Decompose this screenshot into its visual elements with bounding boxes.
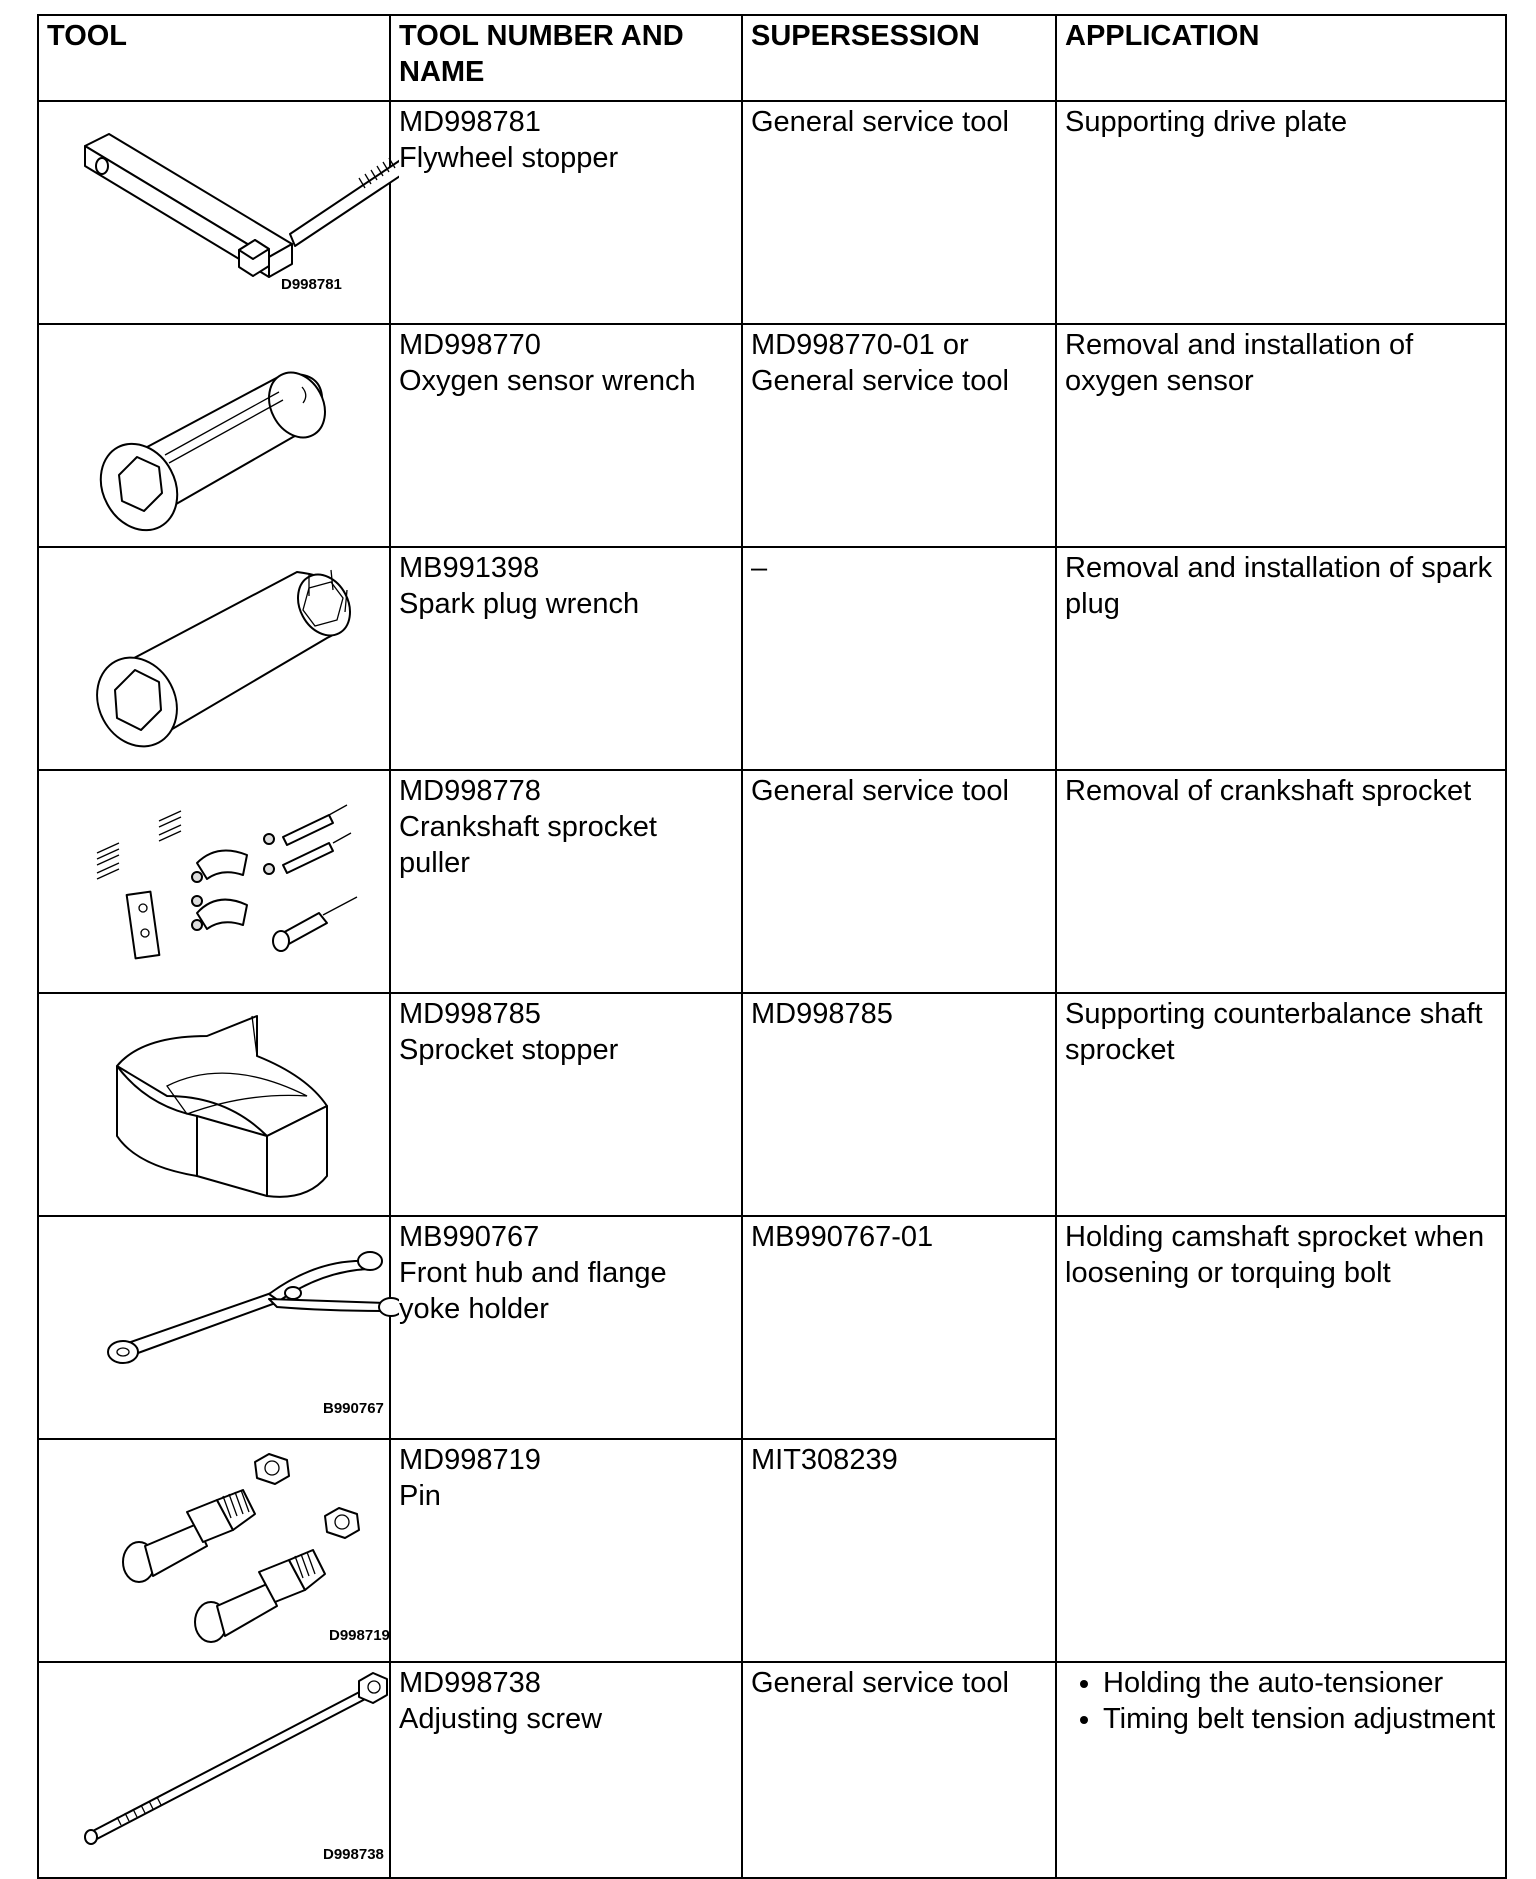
- oxygen-sensor-wrench-icon: [47, 327, 399, 546]
- tool-image-cell: [38, 1216, 390, 1439]
- tool-number: MD998781: [399, 106, 541, 138]
- tool-number-cell: [390, 547, 742, 770]
- table-row: [38, 1662, 1506, 1878]
- tool-name: Oxygen sensor wrench: [399, 365, 696, 397]
- table-row: [38, 324, 1506, 547]
- header-tool-number: TOOL NUMBER AND NAME: [390, 15, 742, 101]
- supersession-cell: General service tool: [742, 101, 1056, 324]
- table-row: [38, 547, 1506, 770]
- table-header-row: [38, 15, 1506, 101]
- image-code: D998781: [281, 276, 342, 293]
- supersession-cell: MIT308239: [742, 1439, 1056, 1662]
- tool-number: MD998778: [399, 775, 541, 807]
- application-cell: Removal of crankshaft sprocket: [1056, 770, 1506, 993]
- application-cell: Holding camshaft sprocket when loosening or torquing bolt: [1056, 1216, 1506, 1662]
- supersession-cell: –: [742, 547, 1056, 770]
- special-tools-table: [37, 14, 1507, 1879]
- tool-number-cell: [390, 993, 742, 1216]
- tool-number-cell: [390, 1662, 742, 1878]
- tool-image-cell: [38, 101, 390, 324]
- application-cell: [1056, 1662, 1506, 1878]
- sprocket-puller-icon: [47, 773, 399, 992]
- application-cell: Supporting drive plate: [1056, 101, 1506, 324]
- tool-image-cell: [38, 993, 390, 1216]
- tool-name: Sprocket stopper: [399, 1034, 619, 1066]
- tool-name: Pin: [399, 1480, 441, 1512]
- tool-name: Front hub and flange yoke holder: [399, 1257, 667, 1325]
- application-list: [1065, 1665, 1497, 1737]
- table-row: [38, 770, 1506, 993]
- tool-name: Crankshaft sprocket puller: [399, 811, 657, 879]
- tool-name: Spark plug wrench: [399, 588, 640, 620]
- supersession-cell: General service tool: [742, 1662, 1056, 1878]
- tool-number-cell: [390, 770, 742, 993]
- tool-image-cell: [38, 770, 390, 993]
- table-row: [38, 1216, 1506, 1439]
- tool-number-cell: [390, 324, 742, 547]
- tool-number: MD998785: [399, 998, 541, 1030]
- flywheel-stopper-icon: [47, 104, 399, 323]
- spark-plug-wrench-icon: [47, 550, 399, 769]
- header-tool: TOOL: [38, 15, 390, 101]
- table-row: [38, 101, 1506, 324]
- tool-name: Flywheel stopper: [399, 142, 619, 174]
- table-row: [38, 993, 1506, 1216]
- header-supersession: SUPERSESSION: [742, 15, 1056, 101]
- tool-number: MB991398: [399, 552, 540, 584]
- image-code: D998719: [329, 1627, 390, 1644]
- adjusting-screw-icon: [47, 1665, 399, 1877]
- tool-number: MB990767: [399, 1221, 540, 1253]
- tool-number: MD998719: [399, 1444, 541, 1476]
- application-cell: Removal and installation of oxygen sensor: [1056, 324, 1506, 547]
- list-item: • Timing belt tension adjustment: [1103, 1701, 1497, 1737]
- pin-icon: [47, 1442, 399, 1661]
- tool-number-cell: [390, 101, 742, 324]
- list-item: • Holding the auto-tensioner: [1103, 1665, 1497, 1701]
- image-code: D998738: [323, 1846, 384, 1863]
- supersession-cell: MD998770-01 or General service tool: [742, 324, 1056, 547]
- tool-number-cell: [390, 1216, 742, 1439]
- tool-image-cell: [38, 547, 390, 770]
- tool-name: Adjusting screw: [399, 1703, 603, 1735]
- tool-image-cell: [38, 1439, 390, 1662]
- application-cell: Supporting counterbalance shaft sprocket: [1056, 993, 1506, 1216]
- tool-number-cell: [390, 1439, 742, 1662]
- tool-image-cell: [38, 1662, 390, 1878]
- image-code: B990767: [323, 1400, 384, 1417]
- tool-image-cell: [38, 324, 390, 547]
- header-application: APPLICATION: [1056, 15, 1506, 101]
- supersession-cell: General service tool: [742, 770, 1056, 993]
- tool-number: MD998770: [399, 329, 541, 361]
- sprocket-stopper-icon: [47, 996, 399, 1215]
- yoke-holder-icon: [47, 1219, 399, 1438]
- supersession-cell: MD998785: [742, 993, 1056, 1216]
- tool-number: MD998738: [399, 1667, 541, 1699]
- application-cell: Removal and installation of spark plug: [1056, 547, 1506, 770]
- supersession-cell: MB990767-01: [742, 1216, 1056, 1439]
